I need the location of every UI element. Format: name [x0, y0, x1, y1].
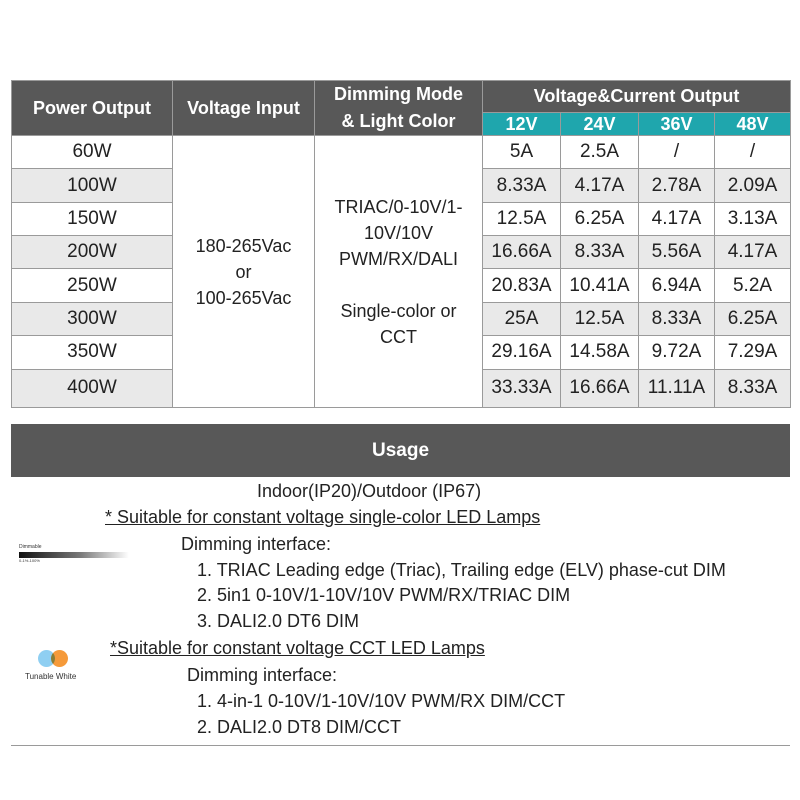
voltage-input-line: or: [235, 261, 252, 282]
power-cell: 350W: [12, 336, 173, 369]
header-voltage-12v: 12V: [483, 113, 561, 136]
current-cell: /: [715, 136, 791, 169]
power-cell: 250W: [12, 269, 173, 302]
header-voltage-48v: 48V: [715, 113, 791, 136]
cct-heading: *Suitable for constant voltage CCT LED Lamps: [110, 638, 485, 658]
voltage-input-line: 100-265Vac: [195, 287, 292, 308]
current-cell: 16.66A: [483, 236, 561, 269]
list-item: 2. DALI2.0 DT8 DIM/CCT: [197, 717, 402, 737]
table-row: [12, 136, 791, 169]
power-cell: 60W: [12, 136, 173, 169]
current-cell: 16.66A: [561, 369, 639, 407]
current-cell: 2.09A: [715, 169, 791, 202]
current-cell: 5.2A: [715, 269, 791, 302]
dimming-gradient-icon: [19, 544, 129, 570]
current-cell: /: [639, 136, 715, 169]
dimming-line: PWM/RX/DALI: [338, 248, 458, 269]
power-cell: 300W: [12, 302, 173, 335]
list-item: 1. 4-in-1 0-10V/1-10V/10V PWM/RX DIM/CCT: [197, 691, 566, 711]
list-item: 3. DALI2.0 DT6 DIM: [197, 611, 360, 631]
header-voltage-24v: 24V: [561, 113, 639, 136]
single-color-heading: * Suitable for constant voltage single-color LED Lamps: [105, 507, 541, 527]
current-cell: 33.33A: [483, 369, 561, 407]
current-cell: 6.25A: [561, 202, 639, 235]
current-cell: 8.33A: [639, 302, 715, 335]
current-cell: 20.83A: [483, 269, 561, 302]
dimming-line: CCT: [380, 326, 417, 347]
header-voltage-current-output: Voltage&Current Output: [483, 81, 791, 113]
list-item: 2. 5in1 0-10V/1-10V/10V PWM/RX/TRIAC DIM: [197, 585, 571, 605]
current-cell: 4.17A: [561, 169, 639, 202]
header-dimming-mode: [315, 81, 483, 136]
dimming-line: TRIAC/0-10V/1-: [334, 196, 463, 217]
current-cell: 8.33A: [715, 369, 791, 407]
environment-rating: Indoor(IP20)/Outdoor (IP67): [257, 481, 482, 501]
power-cell: 100W: [12, 169, 173, 202]
current-cell: 6.94A: [639, 269, 715, 302]
current-cell: 4.17A: [715, 236, 791, 269]
current-cell: 8.33A: [483, 169, 561, 202]
header-voltage-input: Voltage Input: [173, 81, 315, 136]
list-item: 1. TRIAC Leading edge (Triac), Trailing edge (ELV) phase-cut DIM: [197, 560, 726, 580]
current-cell: 5.56A: [639, 236, 715, 269]
tunable-white-label: Tunable White: [25, 672, 77, 681]
current-cell: 2.5A: [561, 136, 639, 169]
usage-header: Usage: [11, 424, 790, 477]
spec-table: [11, 80, 791, 408]
current-cell: 5A: [483, 136, 561, 169]
dimming-line: 10V/10V: [363, 222, 434, 243]
tunable-white-icon: [25, 647, 95, 687]
header-dimming-mode-line2: & Light Color: [341, 111, 456, 131]
dimming-line: [315, 272, 482, 298]
current-cell: 4.17A: [639, 202, 715, 235]
header-dimming-mode-line1: Dimming Mode: [334, 84, 463, 104]
current-cell: 14.58A: [561, 336, 639, 369]
current-cell: 25A: [483, 302, 561, 335]
usage-body: [11, 477, 790, 746]
current-cell: 9.72A: [639, 336, 715, 369]
current-cell: 7.29A: [715, 336, 791, 369]
cct-dimming-interface-label: Dimming interface:: [187, 665, 338, 685]
current-cell: 10.41A: [561, 269, 639, 302]
current-cell: 3.13A: [715, 202, 791, 235]
current-cell: 12.5A: [561, 302, 639, 335]
voltage-input-cell: [173, 136, 315, 408]
current-cell: 29.16A: [483, 336, 561, 369]
current-cell: 8.33A: [561, 236, 639, 269]
power-cell: 150W: [12, 202, 173, 235]
power-cell: 400W: [12, 369, 173, 407]
header-power-output: Power Output: [12, 81, 173, 136]
dimming-mode-cell: [315, 136, 483, 408]
voltage-input-line: 180-265Vac: [195, 235, 292, 256]
header-voltage-36v: 36V: [639, 113, 715, 136]
current-cell: 12.5A: [483, 202, 561, 235]
dimming-interface-label: Dimming interface:: [181, 534, 332, 554]
warm-white-circle: [51, 650, 68, 667]
power-cell: 200W: [12, 236, 173, 269]
current-cell: 11.11A: [639, 369, 715, 407]
current-cell: 6.25A: [715, 302, 791, 335]
dimming-line: Single-color or: [340, 300, 457, 321]
dimmable-range: 0-1%-100%: [19, 558, 40, 563]
dimmable-caption: Dimmable: [19, 544, 42, 550]
current-cell: 2.78A: [639, 169, 715, 202]
